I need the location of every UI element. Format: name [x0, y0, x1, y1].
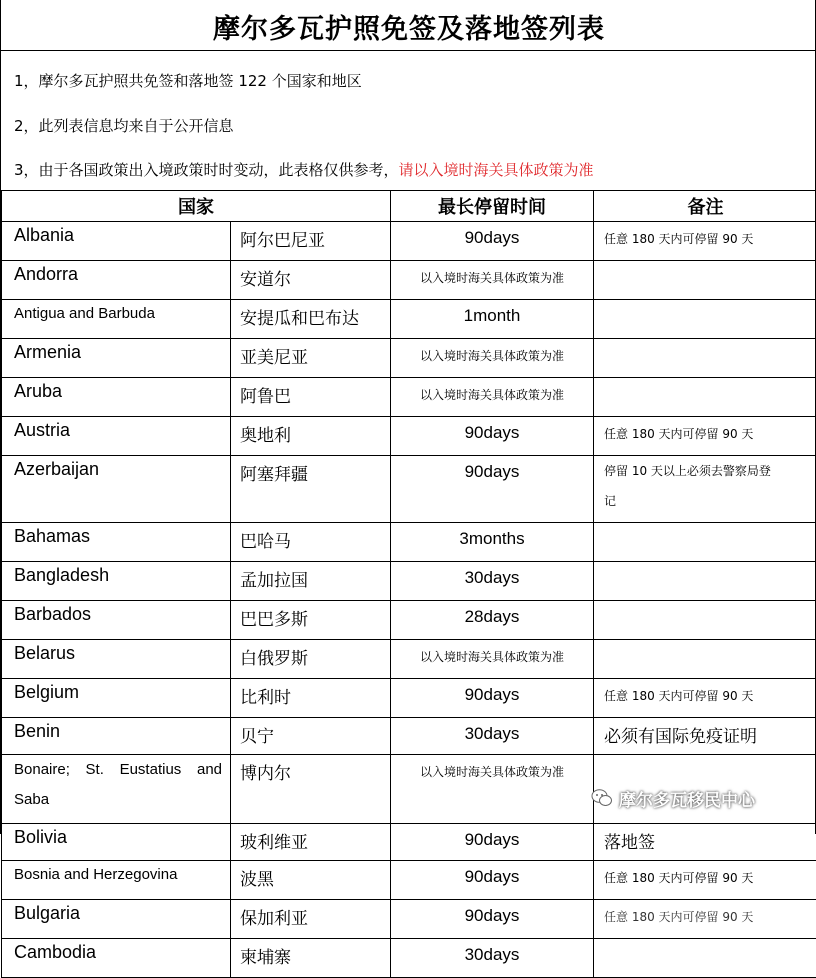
country-en: Cambodia — [2, 939, 231, 978]
title-divider — [1, 50, 816, 51]
country-en: Andorra — [2, 261, 231, 300]
country-en: Azerbaijan — [2, 456, 231, 523]
max-stay: 30days — [391, 718, 594, 755]
remark — [594, 601, 816, 640]
country-en: Belgium — [2, 679, 231, 718]
country-zh: 奥地利 — [231, 417, 391, 456]
note-1 — [14, 70, 362, 91]
visa-table — [1, 190, 816, 978]
remark-line-2: 记 — [604, 486, 809, 516]
remark — [594, 523, 816, 562]
remark — [594, 339, 816, 378]
remark: 落地签 — [594, 824, 816, 861]
watermark-text: 摩尔多瓦移民中心 — [619, 786, 755, 811]
country-en: Barbados — [2, 601, 231, 640]
table-row — [2, 718, 816, 755]
header-country: 国家 — [2, 191, 391, 222]
note-2 — [14, 115, 234, 136]
country-zh: 博内尔 — [231, 755, 391, 824]
max-stay: 以入境时海关具体政策为准 — [391, 339, 594, 378]
wechat-icon — [591, 788, 613, 808]
remark-line-1: 停留 10 天以上必须去警察局登 — [604, 456, 809, 486]
country-zh: 白俄罗斯 — [231, 640, 391, 679]
country-en: Aruba — [2, 378, 231, 417]
country-zh: 柬埔寨 — [231, 939, 391, 978]
remark — [594, 261, 816, 300]
remark — [594, 640, 816, 679]
table-row — [2, 601, 816, 640]
country-zh: 巴哈马 — [231, 523, 391, 562]
note-3-text: 3，由于各国政策出入境政策时时变动，此表格仅供参考， — [14, 161, 399, 179]
header-remarks: 备注 — [594, 191, 816, 222]
max-stay: 90days — [391, 417, 594, 456]
note-1-text: 1，摩尔多瓦护照共免签和落地签 122 个国家和地区 — [14, 72, 362, 90]
header-stay: 最长停留时间 — [391, 191, 594, 222]
remark — [594, 456, 816, 523]
table-header-row — [2, 191, 816, 222]
table-row — [2, 679, 816, 718]
country-en: Bulgaria — [2, 900, 231, 939]
country-zh: 阿尔巴尼亚 — [231, 222, 391, 261]
table-row — [2, 640, 816, 679]
country-en: Armenia — [2, 339, 231, 378]
table-row — [2, 861, 816, 900]
table-row — [2, 378, 816, 417]
country-en: Bangladesh — [2, 562, 231, 601]
country-en-line-1: Bonaire; St. Eustatius and — [14, 755, 222, 785]
max-stay: 90days — [391, 456, 594, 523]
country-zh: 阿塞拜疆 — [231, 456, 391, 523]
remark — [594, 378, 816, 417]
remark — [594, 562, 816, 601]
max-stay: 90days — [391, 679, 594, 718]
remark: 任意 180 天内可停留 90 天 — [594, 900, 816, 939]
country-en: Bolivia — [2, 824, 231, 861]
country-zh: 巴巴多斯 — [231, 601, 391, 640]
country-en — [2, 755, 231, 824]
country-zh: 贝宁 — [231, 718, 391, 755]
table-row — [2, 900, 816, 939]
remark: 任意 180 天内可停留 90 天 — [594, 679, 816, 718]
country-zh: 玻利维亚 — [231, 824, 391, 861]
max-stay: 以入境时海关具体政策为准 — [391, 378, 594, 417]
max-stay: 90days — [391, 222, 594, 261]
country-zh: 阿鲁巴 — [231, 378, 391, 417]
table-row — [2, 456, 816, 523]
note-3-warning: 请以入境时海关具体政策为准 — [399, 161, 594, 179]
max-stay: 90days — [391, 900, 594, 939]
country-en: Bahamas — [2, 523, 231, 562]
country-en-line-2: Saba — [14, 785, 222, 815]
country-en: Antigua and Barbuda — [2, 300, 231, 339]
max-stay: 以入境时海关具体政策为准 — [391, 640, 594, 679]
country-en: Albania — [2, 222, 231, 261]
table-row — [2, 824, 816, 861]
country-en: Austria — [2, 417, 231, 456]
max-stay: 以入境时海关具体政策为准 — [391, 261, 594, 300]
country-en: Belarus — [2, 640, 231, 679]
max-stay: 3months — [391, 523, 594, 562]
table-row — [2, 939, 816, 978]
country-zh: 亚美尼亚 — [231, 339, 391, 378]
country-zh: 安提瓜和巴布达 — [231, 300, 391, 339]
watermark — [591, 784, 796, 812]
max-stay: 90days — [391, 824, 594, 861]
remark: 任意 180 天内可停留 90 天 — [594, 417, 816, 456]
remark: 任意 180 天内可停留 90 天 — [594, 222, 816, 261]
max-stay: 30days — [391, 562, 594, 601]
max-stay: 30days — [391, 939, 594, 978]
remark: 必须有国际免疫证明 — [594, 718, 816, 755]
max-stay: 28days — [391, 601, 594, 640]
country-en: Bosnia and Herzegovina — [2, 861, 231, 900]
remark: 任意 180 天内可停留 90 天 — [594, 861, 816, 900]
table-row — [2, 339, 816, 378]
country-zh: 比利时 — [231, 679, 391, 718]
table-row — [2, 300, 816, 339]
table-row — [2, 523, 816, 562]
country-zh: 波黑 — [231, 861, 391, 900]
table-row — [2, 222, 816, 261]
remark — [594, 300, 816, 339]
table-row — [2, 417, 816, 456]
page-title: 摩尔多瓦护照免签及落地签列表 — [1, 7, 816, 46]
note-2-text: 2，此列表信息均来自于公开信息 — [14, 117, 234, 135]
table-row — [2, 562, 816, 601]
table-row — [2, 261, 816, 300]
remark — [594, 939, 816, 978]
country-zh: 安道尔 — [231, 261, 391, 300]
country-zh: 保加利亚 — [231, 900, 391, 939]
max-stay: 以入境时海关具体政策为准 — [391, 755, 594, 824]
country-en: Benin — [2, 718, 231, 755]
note-3 — [14, 159, 594, 180]
max-stay: 90days — [391, 861, 594, 900]
max-stay: 1month — [391, 300, 594, 339]
country-zh: 孟加拉国 — [231, 562, 391, 601]
